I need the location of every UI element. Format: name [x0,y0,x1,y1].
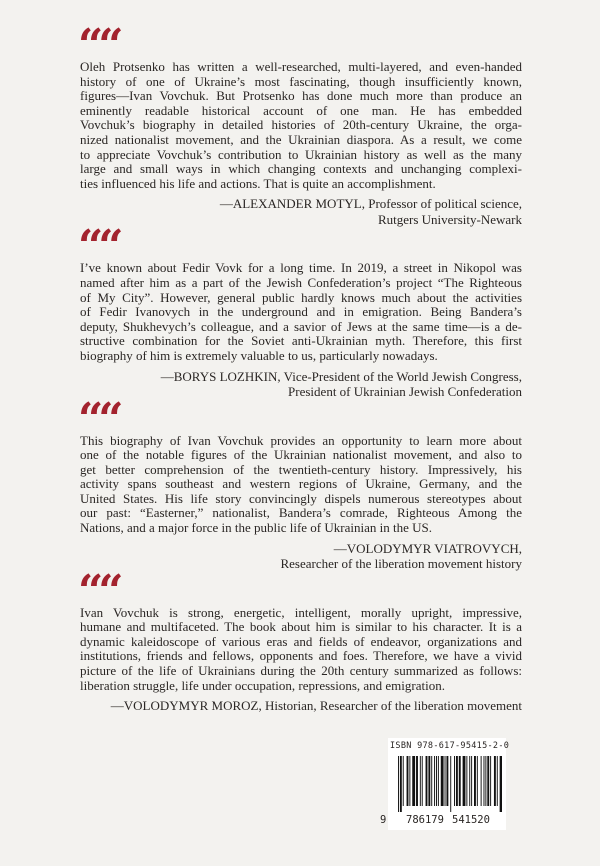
attribution-line: Rutgers University-Newark [377,211,522,227]
barcode-bar [400,756,402,812]
attribution-line: —BORYS LOZHKIN, Vice-President of the World Jewish Congress, [160,368,522,384]
attribution-line: —ALEXANDER MOTYL, Professor of political science, [219,196,522,212]
endorsement-attribution [80,369,522,400]
quote-mark-icon: ““ [78,565,119,617]
text-line: of My City”. However, general public hardly knows much about the activities [80,289,522,305]
text-line: get better comprehension of the twentieth-century history. Impressively, his [80,461,522,477]
endorsement-attribution [80,541,522,572]
attribution-line: —VOLODYMYR VIATROVYCH, [333,540,522,556]
text-line: liberation struggle, life under occupation, repressions, and emigration. [80,677,445,693]
endorsement-text [80,606,522,694]
barcode-bar [438,756,439,806]
barcode-bar [407,756,409,806]
text-line: I’ve known about Fedir Vovk for a long time. In 2019, a street in Nikopol was [80,260,522,276]
barcode-bar [469,756,470,806]
quote-mark-icon: ““ [78,393,119,445]
barcode-bar [487,756,489,806]
barcode-bar [481,756,482,806]
endorsement [78,393,522,572]
barcode-bar [463,756,466,806]
endorsement-attribution [80,196,522,227]
barcode-bar [434,756,435,806]
barcode-bar [490,756,491,806]
barcode-bar [485,756,486,806]
text-line: figures—Ivan Vovchuk. But Protsenko has done much more than produce an [80,88,522,104]
endorsement-attribution [80,698,522,714]
barcode-bar [471,756,472,806]
barcode-bar [426,756,428,806]
barcode-bar [416,756,418,806]
text-line: Oleh Protsenko has written a well-researched, multi-layered, and even-handed [80,59,522,74]
barcode-bar [431,756,432,806]
endorsement-text [80,261,522,363]
barcode-bar [500,756,502,812]
text-line: picture of the life of Ukrainians during the 20th century summarized as follows: [80,663,522,679]
barcode-bar [422,756,423,806]
text-line: ties influenced his life and actions. That is quite an accomplishment. [80,175,436,191]
text-line: large and small ways in which changing contexts and unchanging complexi- [80,161,522,177]
endorsement-text [80,434,522,536]
barcode-bar [497,756,498,806]
quote-mark-icon: ““ [78,221,119,273]
barcode-bar [428,756,430,806]
quote-mark-icon: ““ [78,20,119,71]
endorsement [78,221,522,399]
barcode-bar [477,756,478,806]
barcode-bars [398,756,502,812]
text-line: Ivan Vovchuk is strong, energetic, intelligent, morally upright, impressive, [80,604,522,620]
text-line: This biography of Ivan Vovchuk provides an opportunity to learn more about [80,432,522,448]
endorsement [78,20,522,227]
barcode-digits-left: 786179 [406,814,444,826]
isbn-barcode [380,738,510,830]
attribution-line: President of Ukrainian Jewish Confederation [288,384,522,399]
barcode-bar [403,756,404,806]
barcode-bar [484,756,485,806]
barcode-bar [398,756,399,812]
barcode-bar [441,756,444,806]
barcode-bar [446,756,448,806]
text-line: dynamic kaleidoscope of various eras and fields of endeavor, organizations and [80,633,522,649]
barcode-bar [450,756,451,812]
endorsement-text [80,60,522,191]
barcode-bar [420,756,421,806]
text-line: our past: “Easterner,” nationalist, Bandera’s comrade, Righteous Among the [80,505,522,521]
barcode-bar [459,756,461,806]
text-line: structive combination for the Soviet anti-Ukrainian myth. Therefore, this first [80,333,522,349]
barcode-bar [494,756,496,806]
text-line: of Fedir Ivanovych in the underground and in emigration. Being Bandera’s [80,304,522,320]
barcode-lead-digit: 9 [380,814,387,826]
barcode-bar [456,756,458,806]
text-line: United States. His life story convincingly dispels numerous stereotypes about [80,490,522,506]
barcode-bar [436,756,437,806]
attribution-line: —VOLODYMYR MOROZ, Historian, Researcher of the liberation movement [110,698,522,714]
barcode-bar [474,756,476,806]
endorsement [78,565,522,714]
text-line: deputy, Shukhevych’s colleague, and a savior of Jews at the same time—is a de- [80,318,522,334]
text-line: Vovchuk’s biography in detailed histories of 20th-century Ukraine, the orga- [80,117,522,133]
barcode-bar [445,756,446,806]
isbn-label: ISBN 978-617-95415-2-0 [390,741,510,751]
text-line: nized nationalist movement, and the Ukrainian diaspora. As a result, we come [80,131,522,147]
text-line: Nations, and a major force in the public life of Ukrainian in the US. [80,520,432,536]
barcode-bar [412,756,415,806]
text-line: institutions, friends and fellows, opponents and foes. Therefore, we have a vivid [80,648,522,664]
text-line: eminently readable historical account of one man. He has embedded [80,102,522,118]
barcode-bar [454,756,455,806]
barcode-digits-right: 541520 [452,814,490,826]
text-line: named after him as a part of the Jewish Confederation’s project “The Righteous [80,274,522,290]
endorsements [78,20,522,720]
barcode-bar [409,756,410,806]
text-line: humane and multifaceted. The book about him is similar to his character. It is a [80,619,522,635]
attribution-line: Researcher of the liberation movement history [280,556,522,572]
text-line: one of the notable figures of the Ukrainian nationalist movement, and also to [80,447,522,463]
text-line: history of one of Ukraine’s most fascinating, though insufficiently known, [80,73,522,89]
text-line: biography of him is extremely valuable to us, particularly nowadays. [80,347,438,363]
text-line: to appreciate Vovchuk’s contribution to Ukrainian history as well as the many [80,146,522,162]
text-line: activity spans southeast and western regions of Ukraine, Germany, and the [80,476,522,492]
barcode-bar [466,756,467,806]
